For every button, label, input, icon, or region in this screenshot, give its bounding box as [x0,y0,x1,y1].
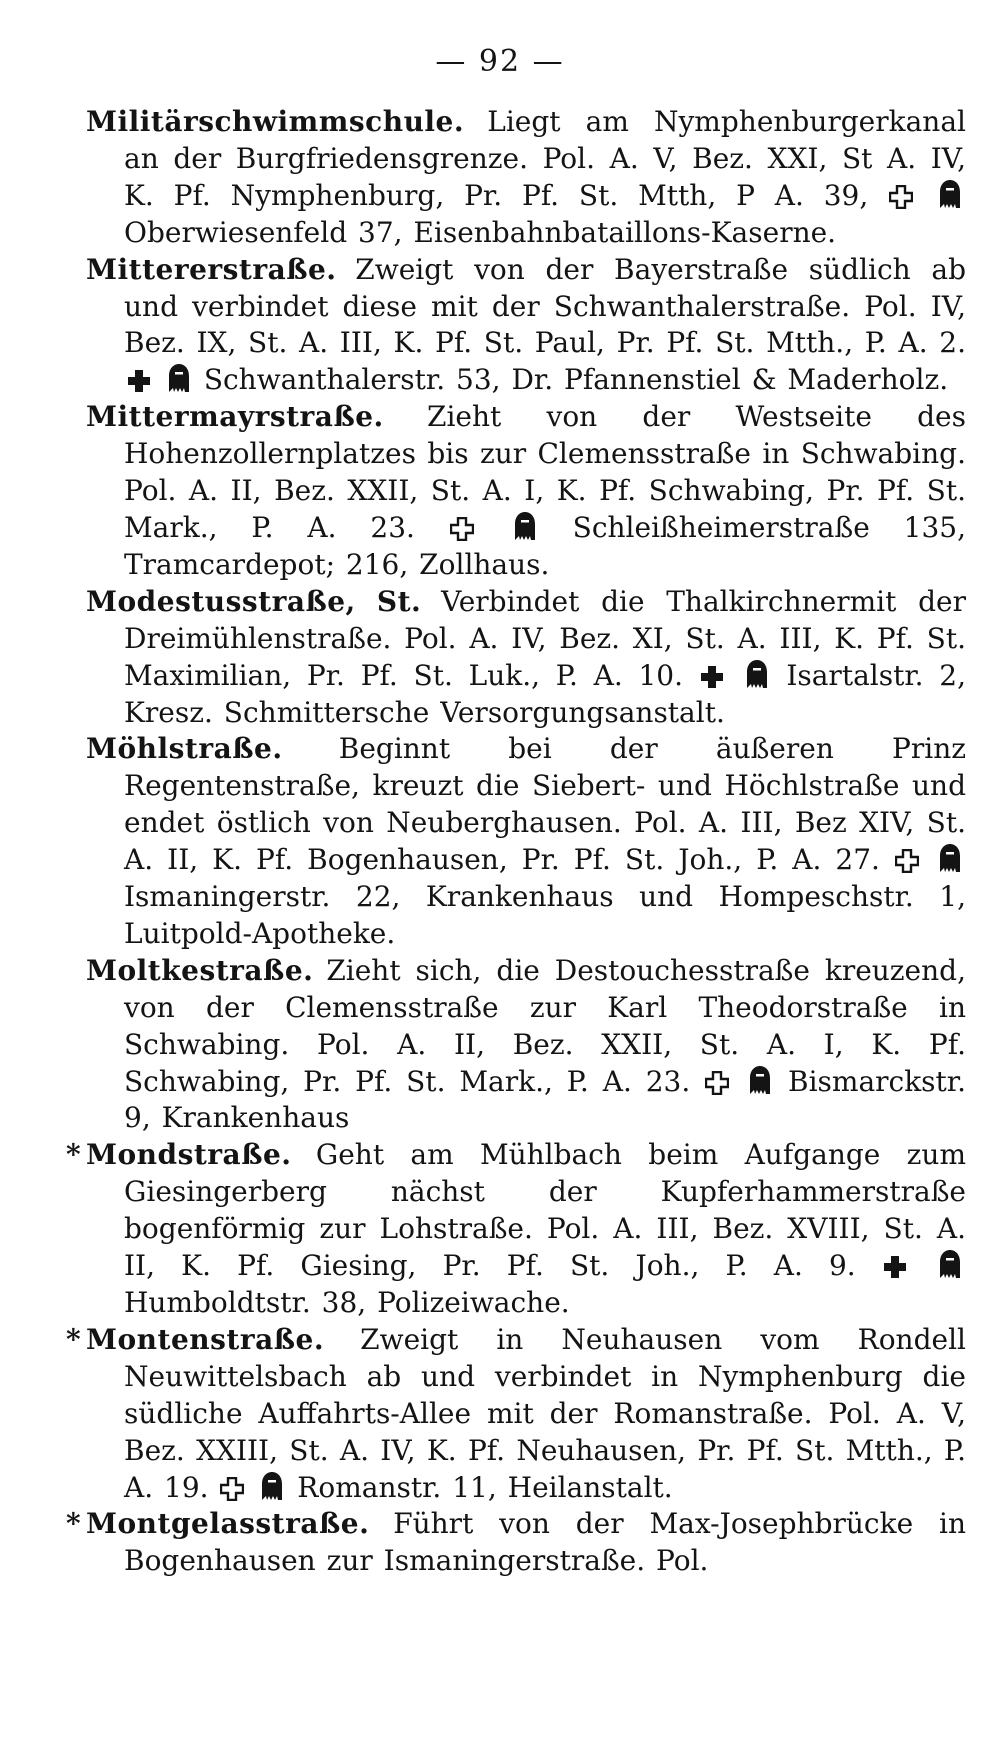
entry-mittererstrasse [86,252,966,400]
entry-heading: Montenstraße. [86,1322,325,1356]
entry-text: Zieht von der Westseite des Hohenzollernplatzes bis zur Clemensstraße in Schwabing. Pol. A. II, Bez. XXII, St. A. I, K. Pf. Schwabing, Pr. Pf. St. Mark., P. A. 23. [124,400,966,544]
solid-cross-icon [883,1255,907,1279]
entry-text: Zweigt in Neuhausen vom Rondell Neuwittelsbach ab und verbindet in Nymphenburg die südliche Auffahrts-Allee mit der Romanstraße. Pol. A. V, Bez. XXIII, St. A. IV, K. Pf. Neuhausen, Pr. Pf. St. Mtth., P. A. 19. [124,1322,966,1504]
postbox-icon [937,179,963,209]
entry-text-after: Oberwiesenfeld 37, Eisenbahnbataillons-Kaserne. [124,215,837,249]
entry-moehlstrasse [86,731,966,952]
solid-cross-icon [700,665,724,689]
entry-heading: Moltkestraße. [86,953,314,987]
entry-montenstrasse [66,1322,966,1507]
asterisk-mark: * [66,1322,81,1356]
entry-text: Beginnt bei der äußeren Prinz Regentenstraße, kreuzt die Siebert- und Höchlstraße und endet östlich von Neuberghausen. Pol. A. III, Bez XIV, St. A. II, K. Pf. Bogenhausen, Pr. Pf. St. Joh., P. A. 27. [124,732,966,877]
entry-mittermayrstrasse [86,399,966,584]
postbox-icon [259,1471,285,1501]
entry-heading: Mittererstraße. [86,252,337,286]
entry-text-after: Bismarckstr. 9, Krankenhaus [124,1064,967,1135]
asterisk-mark: * [66,1507,81,1541]
entry-text: Führt von der Max-Josephbrücke in Bogenhausen zur Ismaningerstraße. Pol. [124,1507,966,1578]
entry-heading: Möhlstraße. [86,732,283,766]
entry-modestusstrasse [86,584,966,732]
entry-heading: Mondstraße. [86,1138,292,1172]
entry-moltkestrasse [86,953,966,1138]
solid-cross-icon [127,369,151,393]
entry-text-after: Isartalstr. 2, Kresz. Schmittersche Versorgungsanstalt. [124,658,967,729]
postbox-icon [744,659,770,689]
entry-text: Zieht sich, die Destouchesstraße kreuzend, von der Clemensstraße zur Karl Theodorstraße in Schwabing. Pol. A. II, Bez. XXII, St. A. I, K. Pf. Schwabing, Pr. Pf. St. Mark., P. A. 23. [124,953,966,1098]
entry-text-after: Schleißheimerstraße 135, Tramcardepot; 216, Zollhaus. [124,510,966,581]
entry-heading: Modestusstraße, St. [86,584,422,618]
entry-text-after: Schwanthalerstr. 53, Dr. Pfannenstiel & Maderholz. [203,363,949,397]
postbox-icon [937,1249,963,1279]
postbox-icon [937,843,963,873]
entry-heading: Montgelasstraße. [86,1507,370,1541]
postbox-icon [166,363,192,393]
postbox-icon [747,1065,773,1095]
entry-militaerschwimmschule [86,104,966,252]
entry-montgelasstrasse [66,1506,966,1580]
entry-text: Zweigt von der Bayerstraße südlich ab und verbindet diese mit der Schwanthalerstraße. Pol. IV, Bez. IX, St. A. III, K. Pf. St. Paul, Pr. Pf. St. Mtth., P. A. 2. [124,252,967,360]
entry-text: Geht am Mühlbach beim Aufgange zum Giesingerberg nächst der Kupferhammerstraße bogenförmig zur Lohstraße. Pol. A. III, Bez. XVIII, St. A. II, K. Pf. Giesing, Pr. Pf. St. Joh., P. A. 9. [124,1138,966,1283]
entry-text-after: Ismaningerstr. 22, Krankenhaus und Hompeschstr. 1, Luitpold-Apotheke. [124,880,966,950]
outline-cross-icon [895,849,919,873]
entry-heading: Mittermayrstraße. [86,400,384,434]
outline-cross-icon [705,1071,729,1095]
street-directory-entries [66,104,967,1580]
postbox-icon [512,511,538,541]
entry-text-after: Humboldtstr. 38, Polizeiwache. [124,1286,570,1319]
entry-heading: Militärschwimmschule. [86,105,465,138]
entry-text: Verbindet die Thalkirchnermit der Dreimühlenstraße. Pol. A. IV, Bez. XI, St. A. III, K. Pf. St. Maximilian, Pr. Pf. St. Luk., P. A. 10. [124,584,967,692]
entry-text-after: Romanstr. 11, Heilanstalt. [297,1470,673,1504]
asterisk-mark: * [66,1138,81,1172]
entry-text: Liegt am Nymphenburgerkanal an der Burgfriedensgrenze. Pol. A. V, Bez. XXI, St A. IV, K. Pf. Nymphenburg, Pr. Pf. St. Mtth, P A. 39, [124,105,966,212]
page-number: — 92 — [435,44,565,79]
entry-mondstrasse [66,1137,966,1322]
outline-cross-icon [220,1477,244,1501]
outline-cross-icon [889,185,913,209]
outline-cross-icon [450,517,474,541]
